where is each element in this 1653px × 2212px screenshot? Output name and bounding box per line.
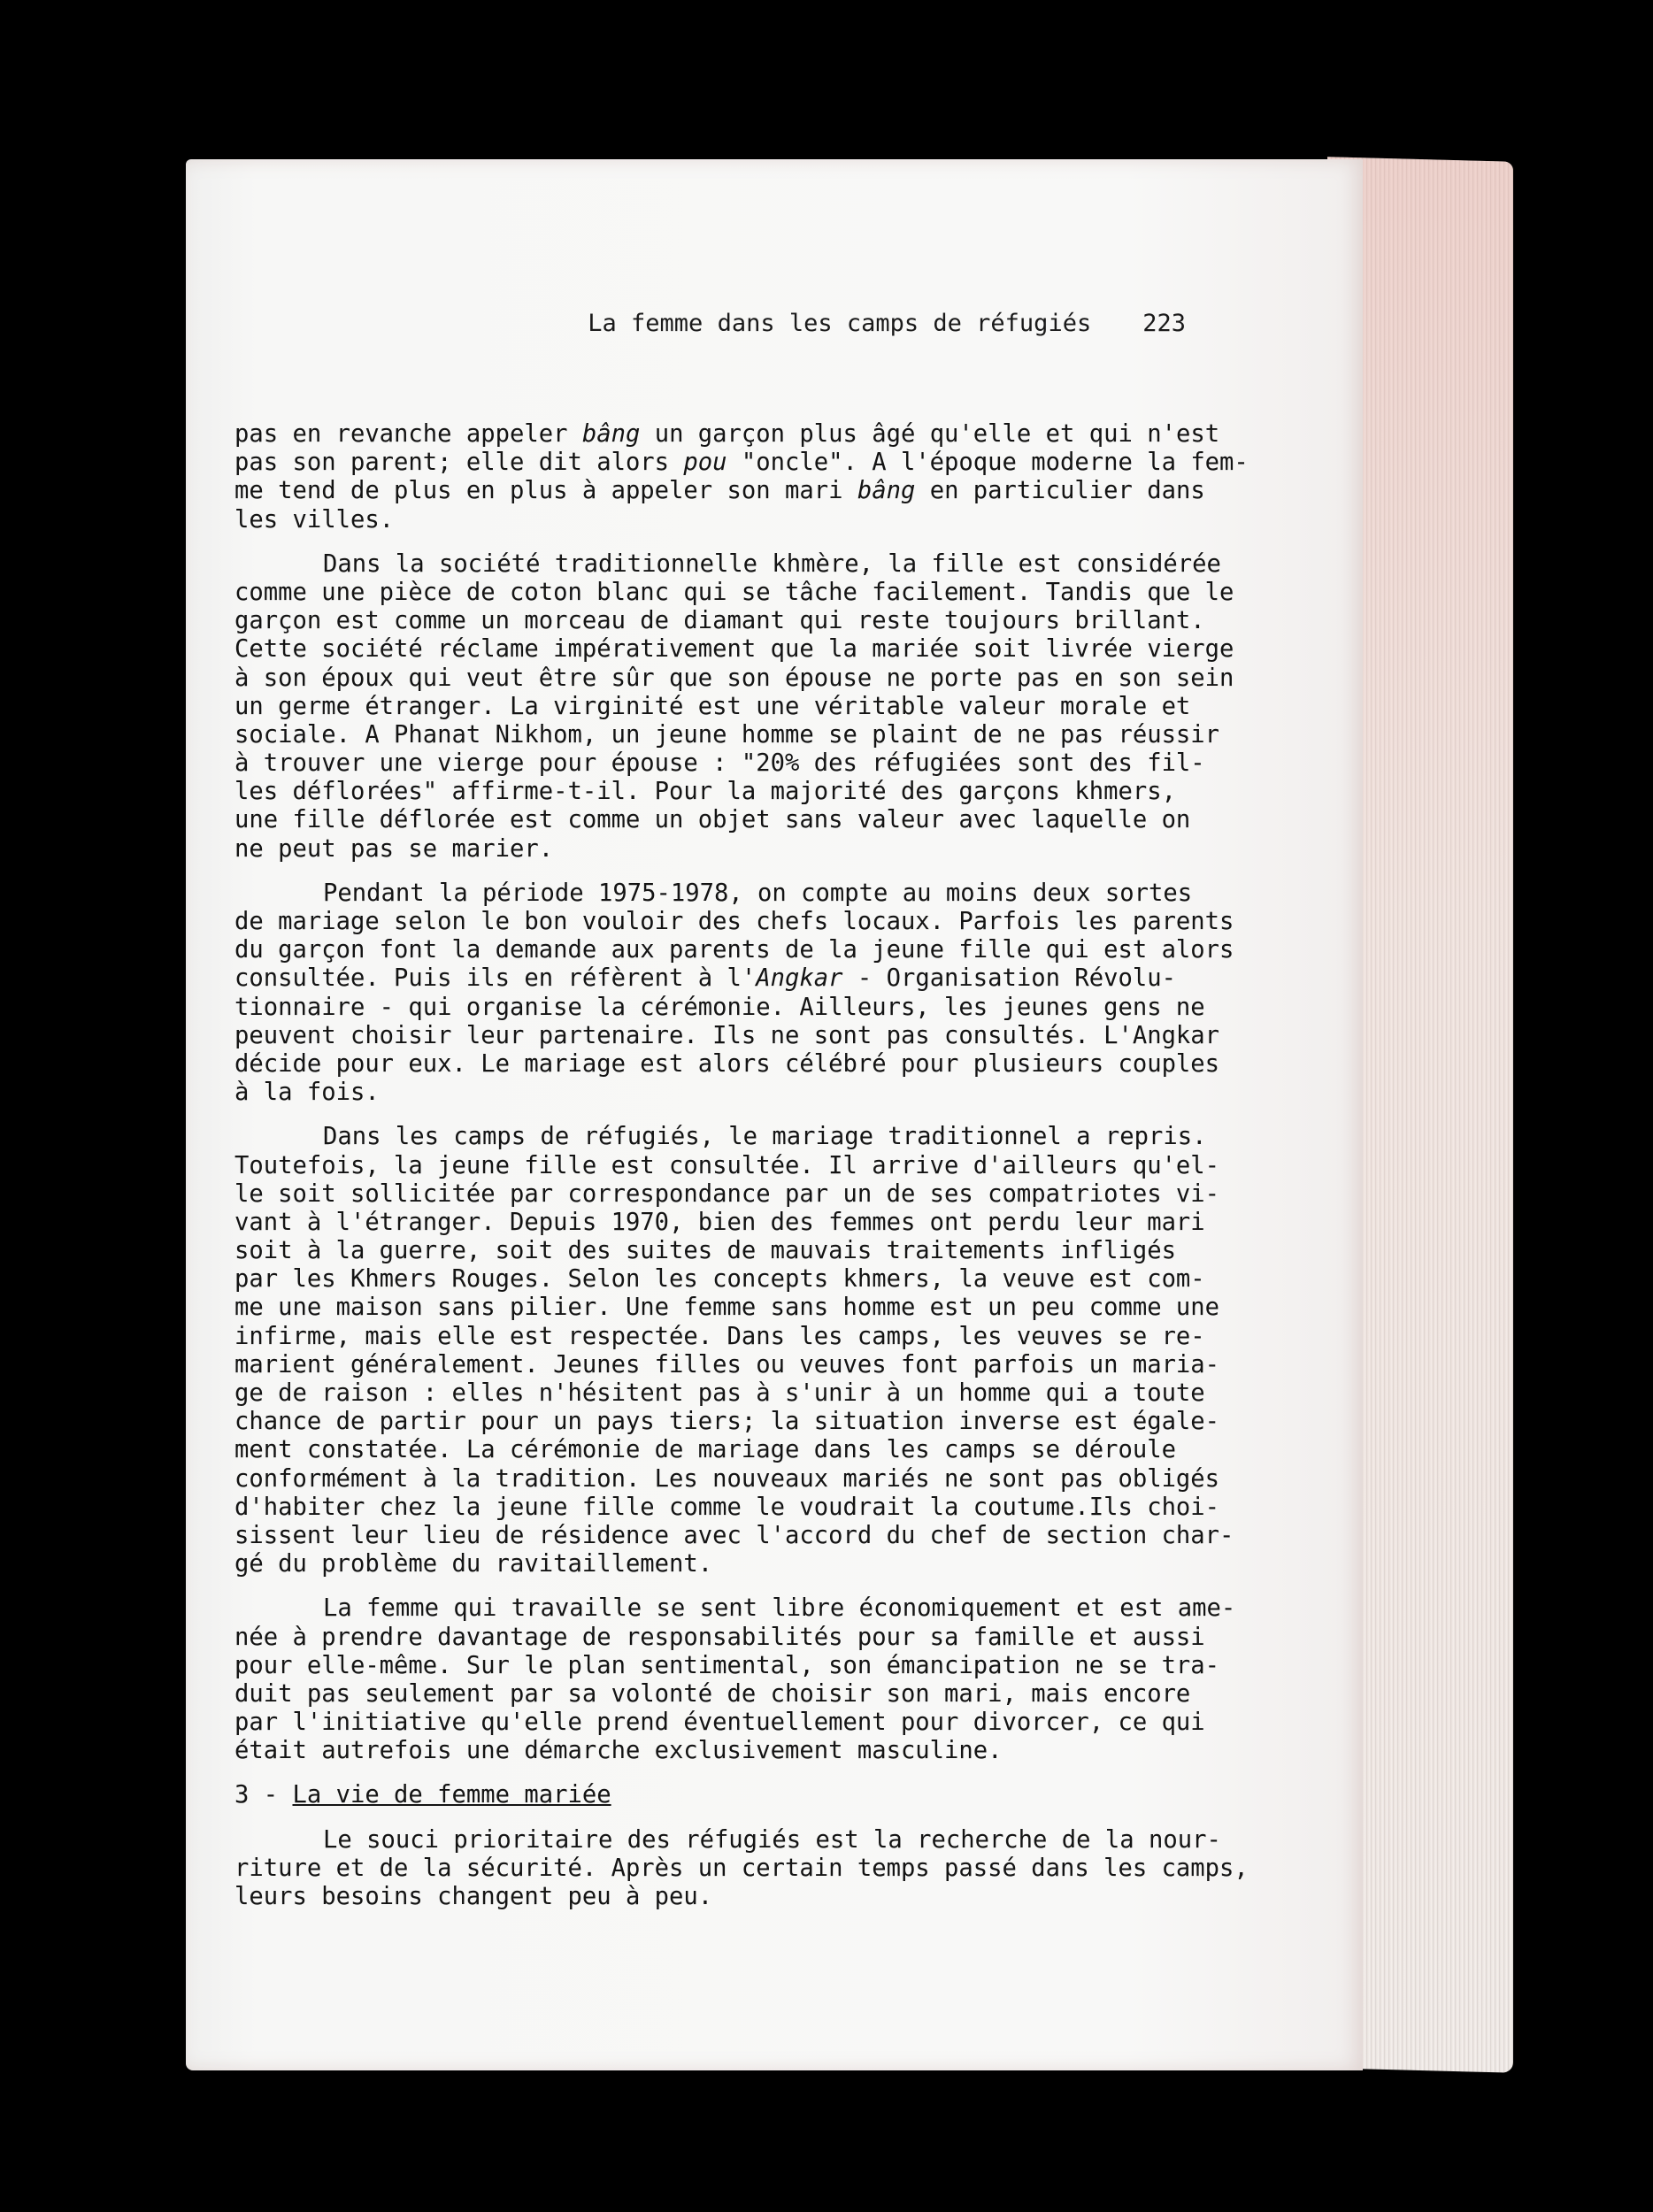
text-line: Cette société réclame impérativement que la mariée soit livrée vierge <box>234 635 1234 664</box>
text-line: comme une pièce de coton blanc qui se tâche facilement. Tandis que le <box>234 578 1234 606</box>
text-line: riture et de la sécurité. Après un certain temps passé dans les camps, <box>234 1854 1249 1882</box>
text-line: Le souci prioritaire des réfugiés est la recherche de la nour- <box>323 1825 1221 1854</box>
text-line: à son époux qui veut être sûr que son épouse ne porte pas en son sein <box>234 664 1234 692</box>
section-heading <box>234 1781 1270 1809</box>
text-line: par les Khmers Rouges. Selon les concepts khmers, la veuve est com- <box>234 1265 1205 1294</box>
text-line: tionnaire - qui organise la cérémonie. Ailleurs, les jeunes gens ne <box>234 993 1205 1021</box>
text-line: ment constatée. La cérémonie de mariage dans les camps se déroule <box>234 1436 1176 1464</box>
page-number: 223 <box>1142 310 1186 337</box>
text-line: les déflorées" affirme-t-il. Pour la majorité des garçons khmers, <box>234 778 1176 806</box>
text-line: gé du problème du ravitaillement. <box>234 1550 713 1578</box>
paragraph-1 <box>234 420 1270 534</box>
text-line: me une maison sans pilier. Une femme sans homme est un peu comme une <box>234 1294 1220 1322</box>
text-line: à trouver une vierge pour épouse : "20% des réfugiées sont des fil- <box>234 749 1205 778</box>
text-line: vant à l'étranger. Depuis 1970, bien des femmes ont perdu leur mari <box>234 1208 1205 1236</box>
text-line: pas son parent; elle dit alors pou "oncle". A l'époque moderne la fem- <box>234 449 1249 477</box>
text-line: les villes. <box>234 505 395 534</box>
text-line: Dans la société traditionnelle khmère, la fille est considérée <box>323 549 1221 578</box>
text-line: soit à la guerre, soit des suites de mauvais traitements infligés <box>234 1237 1176 1265</box>
text-line: née à prendre davantage de responsabilités pour sa famille et aussi <box>234 1623 1205 1651</box>
text-line: une fille déflorée est comme un objet sans valeur avec laquelle on <box>234 806 1191 834</box>
text-line: le soit sollicitée par correspondance par un de ses compatriotes vi- <box>234 1179 1220 1208</box>
text-line: pas en revanche appeler bâng un garçon plus âgé qu'elle et qui n'est <box>234 420 1220 448</box>
section-title: La vie de femme mariée <box>292 1781 611 1809</box>
text-line: du garçon font la demande aux parents de la jeune fille qui est alors <box>234 936 1234 964</box>
text-line: marient généralement. Jeunes filles ou veuves font parfois un maria- <box>234 1350 1220 1379</box>
paragraph-6 <box>234 1826 1270 1912</box>
text-line: était autrefois une démarche exclusivement masculine. <box>234 1737 1003 1765</box>
page-body <box>234 420 1270 1911</box>
text-line: d'habiter chez la jeune fille comme le voudrait la coutume.Ils choi- <box>234 1493 1220 1521</box>
text-line: ge de raison : elles n'hésitent pas à s'unir à un homme qui a toute <box>234 1379 1205 1407</box>
text-line: conformément à la tradition. Les nouveaux mariés ne sont pas obligés <box>234 1464 1220 1493</box>
text-line: sissent leur lieu de résidence avec l'accord du chef de section char- <box>234 1521 1234 1549</box>
text-line: un germe étranger. La virginité est une véritable valeur morale et <box>234 692 1191 720</box>
text-line: La femme qui travaille se sent libre économiquement et est ame- <box>323 1594 1236 1623</box>
text-line: leurs besoins changent peu à peu. <box>234 1883 713 1910</box>
text-line: ne peut pas se marier. <box>234 834 554 863</box>
paragraph-5 <box>234 1594 1270 1765</box>
text-line: garçon est comme un morceau de diamant qui reste toujours brillant. <box>234 607 1205 635</box>
text-line: à la fois. <box>234 1079 380 1107</box>
text-line: décide pour eux. Le mariage est alors célébré pour plusieurs couples <box>234 1049 1220 1078</box>
text-line: Dans les camps de réfugiés, le mariage traditionnel a repris. <box>323 1123 1207 1151</box>
text-line: me tend de plus en plus à appeler son mari bâng en particulier dans <box>234 477 1205 505</box>
running-header <box>186 310 1186 337</box>
text-line: par l'initiative qu'elle prend éventuellement pour divorcer, ce qui <box>234 1709 1205 1737</box>
text-line: de mariage selon le bon vouloir des chefs locaux. Parfois les parents <box>234 908 1234 935</box>
paragraph-3 <box>234 879 1270 1108</box>
text-line: consultée. Puis ils en réfèrent à l'Angkar - Organisation Révolu- <box>234 964 1176 993</box>
section-number: 3 - <box>234 1781 279 1809</box>
text-line: infirme, mais elle est respectée. Dans les camps, les veuves se re- <box>234 1322 1205 1350</box>
text-line: sociale. A Phanat Nikhom, un jeune homme se plaint de ne pas réussir <box>234 720 1220 749</box>
running-header-title: La femme dans les camps de réfugiés <box>588 310 1092 337</box>
paragraph-4 <box>234 1123 1270 1578</box>
text-line: chance de partir pour un pays tiers; la situation inverse est égale- <box>234 1408 1220 1436</box>
text-line: Pendant la période 1975-1978, on compte au moins deux sortes <box>323 879 1193 907</box>
book-page <box>186 159 1363 2070</box>
paragraph-2 <box>234 550 1270 864</box>
text-line: peuvent choisir leur partenaire. Ils ne sont pas consultés. L'Angkar <box>234 1021 1220 1049</box>
text-line: duit pas seulement par sa volonté de choisir son mari, mais encore <box>234 1679 1191 1708</box>
text-line: pour elle-même. Sur le plan sentimental, son émancipation ne se tra- <box>234 1651 1220 1679</box>
text-line: Toutefois, la jeune fille est consultée. Il arrive d'ailleurs qu'el- <box>234 1151 1220 1179</box>
